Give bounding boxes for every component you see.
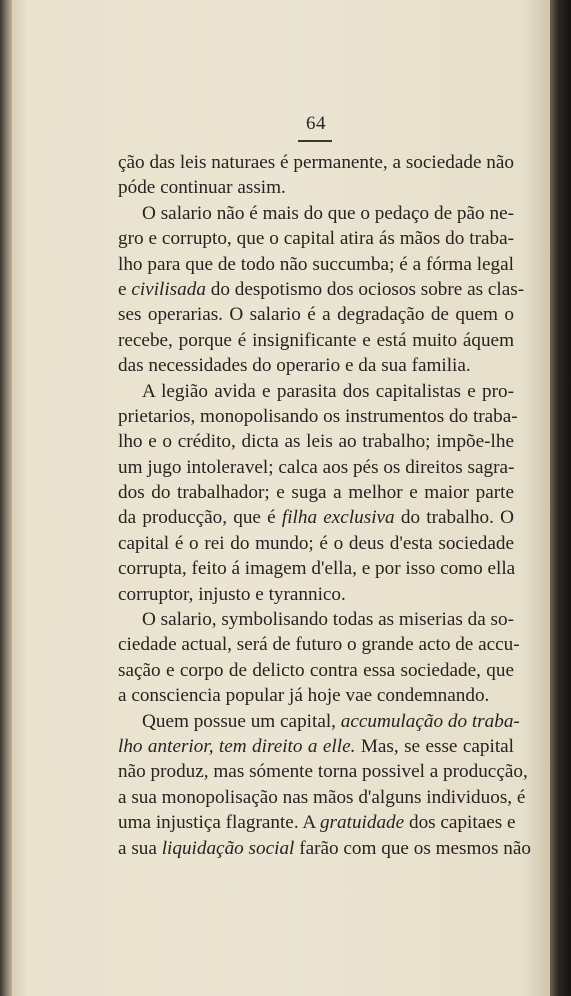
text-line [118, 607, 514, 632]
text-line [118, 404, 518, 429]
text-segment: O salario, symbolisando todas as miserias da so- [142, 609, 514, 631]
text-line [118, 582, 514, 607]
text-line [118, 455, 514, 480]
text-segment: O salario não é mais do que o pedaço de pão ne- [142, 202, 514, 224]
text-segment: gro e corrupto, que o capital atira ás mãos do traba- [118, 228, 514, 250]
text-line [118, 277, 525, 302]
text-segment: ses operarias. O salario é a degradação de quem o [118, 304, 514, 326]
text-line [118, 150, 514, 175]
text-line [118, 709, 520, 734]
text-segment: não produz, mas sómente torna possivel a producção, [118, 761, 528, 783]
text-line [118, 175, 514, 200]
text-line [118, 252, 514, 277]
text-segment: da producção, que é [118, 507, 282, 529]
text-line [118, 480, 514, 505]
italic-text: liquidação social [161, 837, 295, 859]
text-segment: A legião avida e parasita dos capitalistas e pro- [142, 380, 514, 402]
text-line [118, 505, 514, 530]
text-segment: ção das leis naturaes é permanente, a sociedade não [118, 152, 514, 173]
text-segment: ciedade actual, será de futuro o grande acto de accu- [118, 634, 520, 656]
text-segment: corrupta, feito á imagem d'ella, e por isso como ella [118, 558, 516, 580]
text-segment: dos capitaes e [404, 812, 516, 834]
text-line [118, 759, 528, 784]
text-segment: a sua [118, 837, 162, 859]
body-text [118, 150, 531, 861]
text-segment: a consciencia popular já hoje vae condemnando. [118, 685, 490, 707]
text-line [118, 531, 514, 556]
text-segment: dos do trabalhador; e suga a melhor e maior parte [118, 482, 514, 504]
italic-text: lho anterior, tem direito a elle. [118, 735, 356, 757]
text-segment: um jugo intoleravel; calca aos pés os direitos sagra- [118, 456, 515, 478]
text-line [118, 810, 514, 835]
text-segment: farão com que os mesmos não [294, 837, 531, 859]
text-segment: póde continuar assim. [118, 177, 286, 199]
text-segment: recebe, porque é insignificante e está muito áquem [118, 329, 514, 351]
text-line [118, 836, 531, 861]
text-segment: lho e o crédito, dicta as leis ao trabalho; impõe-lhe [118, 431, 514, 453]
text-segment: corruptor, injusto e tyrannico. [118, 583, 346, 605]
text-line [118, 353, 514, 378]
text-line [118, 734, 514, 759]
text-line [118, 785, 526, 810]
text-line [118, 556, 514, 581]
text-line [118, 226, 514, 251]
header-rule [298, 140, 332, 142]
italic-text: gratuidade [319, 812, 405, 834]
text-segment: do trabalho. O [394, 507, 514, 529]
text-segment: uma injustiça flagrante. A [118, 812, 320, 834]
text-segment: Mas, se esse capital [355, 735, 514, 757]
text-line [118, 302, 514, 327]
text-segment: do despotismo dos ociosos sobre as clas- [205, 278, 525, 300]
text-line [118, 429, 514, 454]
text-segment: a sua monopolisação nas mãos d'alguns individuos, é [118, 786, 526, 808]
text-segment: das necessidades do operario e da sua familia. [118, 355, 471, 377]
text-segment: sação e corpo de delicto contra essa sociedade, que [118, 659, 514, 681]
text-segment: Quem possue um capital, [142, 710, 341, 732]
page-number: 64 [306, 113, 326, 134]
book-gutter [0, 0, 12, 996]
text-segment: lho para que de todo não succumba; é a fórma legal [118, 253, 514, 275]
page-edge [550, 0, 571, 996]
text-segment: capital é o rei do mundo; é o deus d'esta sociedade [118, 532, 514, 554]
italic-text: filha exclusiva [281, 507, 395, 529]
italic-text: accumulação do traba- [340, 710, 520, 732]
text-segment: prietarios, monopolisando os instrumentos do traba- [118, 405, 518, 427]
text-line [118, 201, 514, 226]
text-line [118, 632, 520, 657]
text-line [118, 683, 514, 708]
text-line [118, 658, 514, 683]
italic-text: civilisada [131, 278, 206, 300]
text-line [118, 328, 514, 353]
text-segment: e [118, 278, 132, 300]
text-line [118, 379, 514, 404]
